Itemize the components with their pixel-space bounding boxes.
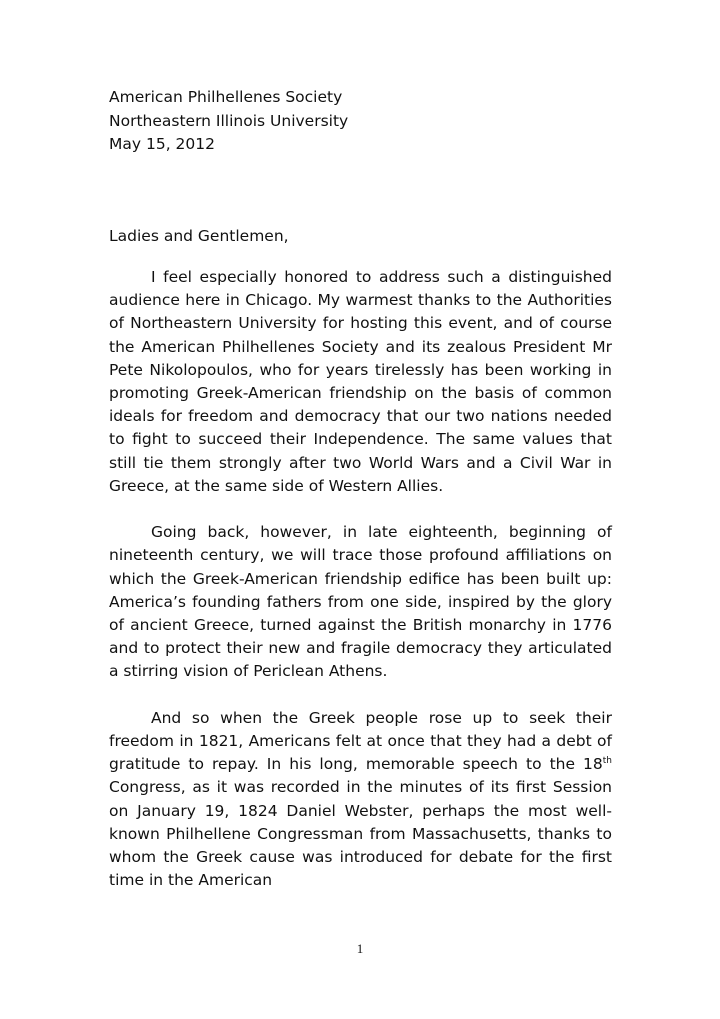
paragraph-3-text-a: And so when the Greek people rose up to seek their freedom in 1821, Americans felt at once that they had a debt of gratitude to repay. In his long, memorable speech to the 18 — [109, 708, 612, 774]
paragraph-2: Going back, however, in late eighteenth, beginning of nineteenth century, we will trace those profound affiliations on which the Greek-American friendship edifice has been built up: America’s founding fathers from one side, inspired by the glory of ancient Greece, turned against the British monarchy in 1776 and to protect their new and fragile democracy they articulated a stirring vision of Periclean Athens. — [109, 523, 612, 681]
paragraph-3 — [109, 707, 612, 893]
university-name: Northeastern Illinois University — [109, 111, 349, 130]
organization-name: American Philhellenes Society — [109, 88, 343, 106]
speech-body — [109, 266, 612, 892]
letter-header — [109, 86, 629, 157]
page-number: 1 — [356, 941, 364, 956]
letter-date: May 15, 2012 — [109, 135, 215, 153]
paragraph-1: I feel especially honored to address such a distinguished audience here in Chicago. My warmest thanks to the Authorities of Northeastern University for hosting this event, and of course the American Philhellenes Society and its zealous President Mr Pete Nikolopoulos, who for years tirelessly has been working in promoting Greek-American friendship on the basis of common ideals for freedom and democracy that our two nations needed to fight to succeed their Independence. The same values that still tie them strongly after two World Wars and a Civil War in Greece, at the same side of Western Allies. — [109, 268, 612, 495]
salutation: Ladies and Gentlemen, — [109, 227, 289, 245]
paragraph-3-text-b: Congress, as it was recorded in the minutes of its first Session on January 19, 1824 Daniel Webster, perhaps the most well-known Philhellene Congressman from Massachusetts, thanks to whom the Greek cause was introduced for debate for the first time in the American — [109, 778, 612, 890]
ordinal-superscript: th — [602, 756, 612, 767]
